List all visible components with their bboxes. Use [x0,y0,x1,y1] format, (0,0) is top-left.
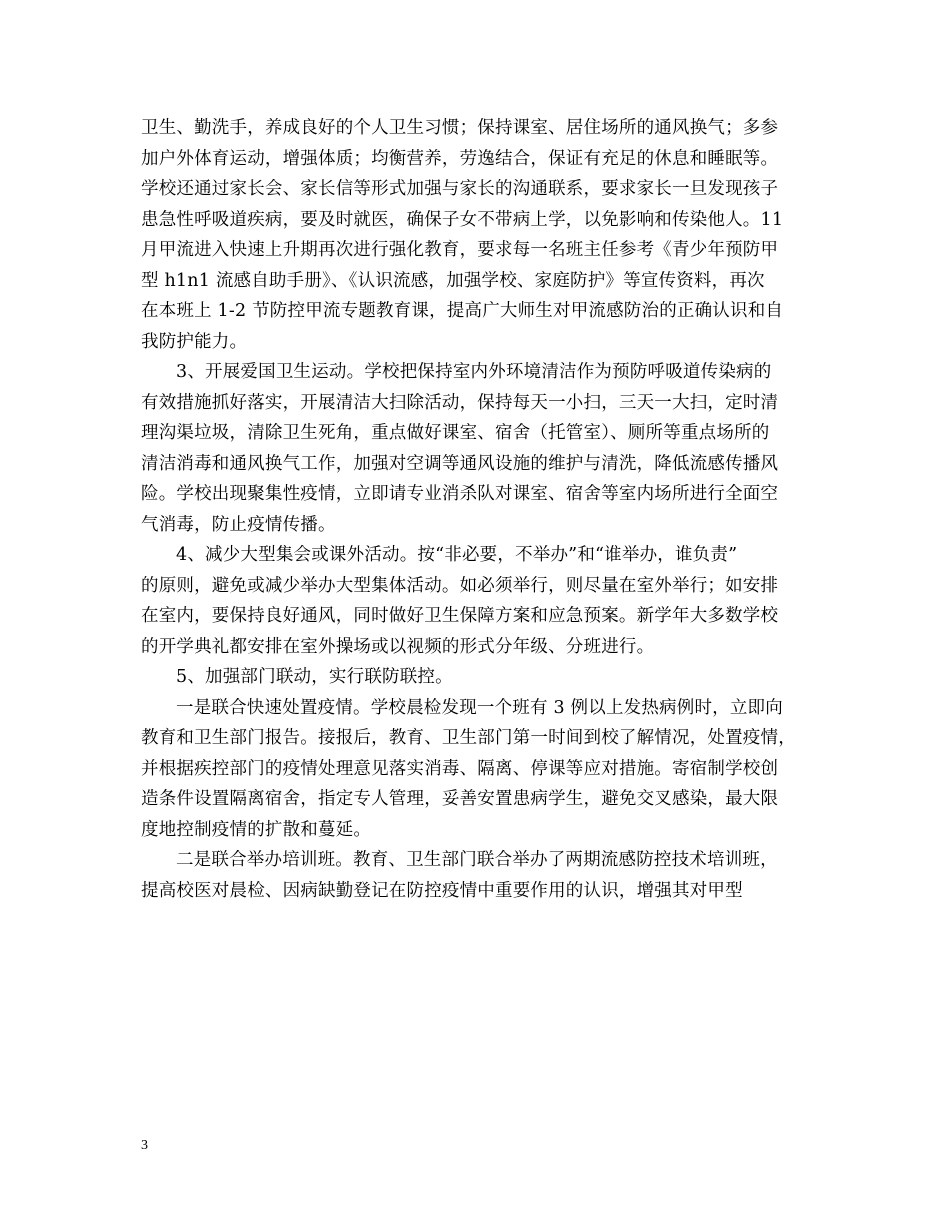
text-line: 3、开展爱国卫生运动。学校把保持室内外环境清洁作为预防呼吸道传染病的 [176,362,772,382]
text-line: 清洁消毒和通风换气工作，加强对空调等通风设施的维护与清洗，降低流感传播风 [141,453,779,474]
text-line: 的开学典礼都安排在室外操场或以视频的形式分年级、分班进行。 [141,636,655,657]
text-line: 度地控制疫情的扩散和蔓延。 [141,819,372,840]
text-line: 卫生、勤洗手，养成良好的个人卫生习惯；保持课室、居住场所的通风换气；多参 [141,118,779,138]
text-line: 一是联合快速处置疫情。学校晨检发现一个班有 3 例以上发热病例时，立即向 [176,697,783,718]
text-line: 二是联合举办培训班。教育、卫生部门联合举办了两期流感防控技术培训班， [176,850,778,870]
text-line: 在室内，要保持良好通风，同时做好卫生保障方案和应急预案。新学年大多数学校 [141,606,779,626]
text-line: 患急性呼吸道疾病，要及时就医，确保子女不带病上学，以免影响和传染他人。11 [141,209,784,230]
text-line: 学校还通过家长会、家长信等形式加强与家长的沟通联系，要求家长一旦发现孩子 [141,179,779,199]
text-line: 4、减少大型集会或课外活动。按“非必要，不举办”和“谁举办，谁负责” [176,545,738,565]
text-line: 教育和卫生部门报告。接报后，教育、卫生部门第一时间到校了解情况，处置疫情， [141,728,796,748]
text-line: 在本班上 1-2 节防控甲流专题教育课，提高广大师生对甲流感防治的正确认识和自 [141,301,784,321]
text-line: 气消毒，防止疫情传播。 [141,514,336,535]
text-line: 5、加强部门联动，实行联防联控。 [176,667,453,687]
text-line: 加户外体育运动，增强体质；均衡营养，劳逸结合，保证有充足的休息和睡眠等。 [141,148,779,169]
text-line: 造条件设置隔离宿舍，指定专人管理，妥善安置患病学生，避免交叉感染，最大限 [141,789,779,809]
text-line: 月甲流进入快速上升期再次进行强化教育，要求每一名班主任参考《青少年预防甲 [141,240,779,260]
text-line: 型 h1n1 流感自助手册》、《认识流感，加强学校、家庭防护》等宣传资料，再次 [141,270,765,291]
text-line: 理沟渠垃圾，清除卫生死角，重点做好课室、宿舍（托管室）、厕所等重点场所的 [141,423,770,443]
text-line: 提高校医对晨检、因病缺勤登记在防控疫情中重要作用的认识，增强其对甲型 [141,880,743,901]
text-line: 有效措施抓好落实，开展清洁大扫除活动，保持每天一小扫，三天一大扫，定时清 [141,392,779,413]
text-line: 险。学校出现聚集性疫情，立即请专业消杀队对课室、宿舍等室内场所进行全面空 [141,484,779,504]
document-body [141,113,821,906]
text-line: 并根据疾控部门的疫情处理意见落实消毒、隔离、停课等应对措施。寄宿制学校创 [141,758,779,779]
text-line: 的原则，避免或减少举办大型集体活动。如必须举行，则尽量在室外举行；如安排 [141,575,779,596]
text-line: 我防护能力。 [141,331,248,352]
page-number: 3 [141,1138,148,1153]
